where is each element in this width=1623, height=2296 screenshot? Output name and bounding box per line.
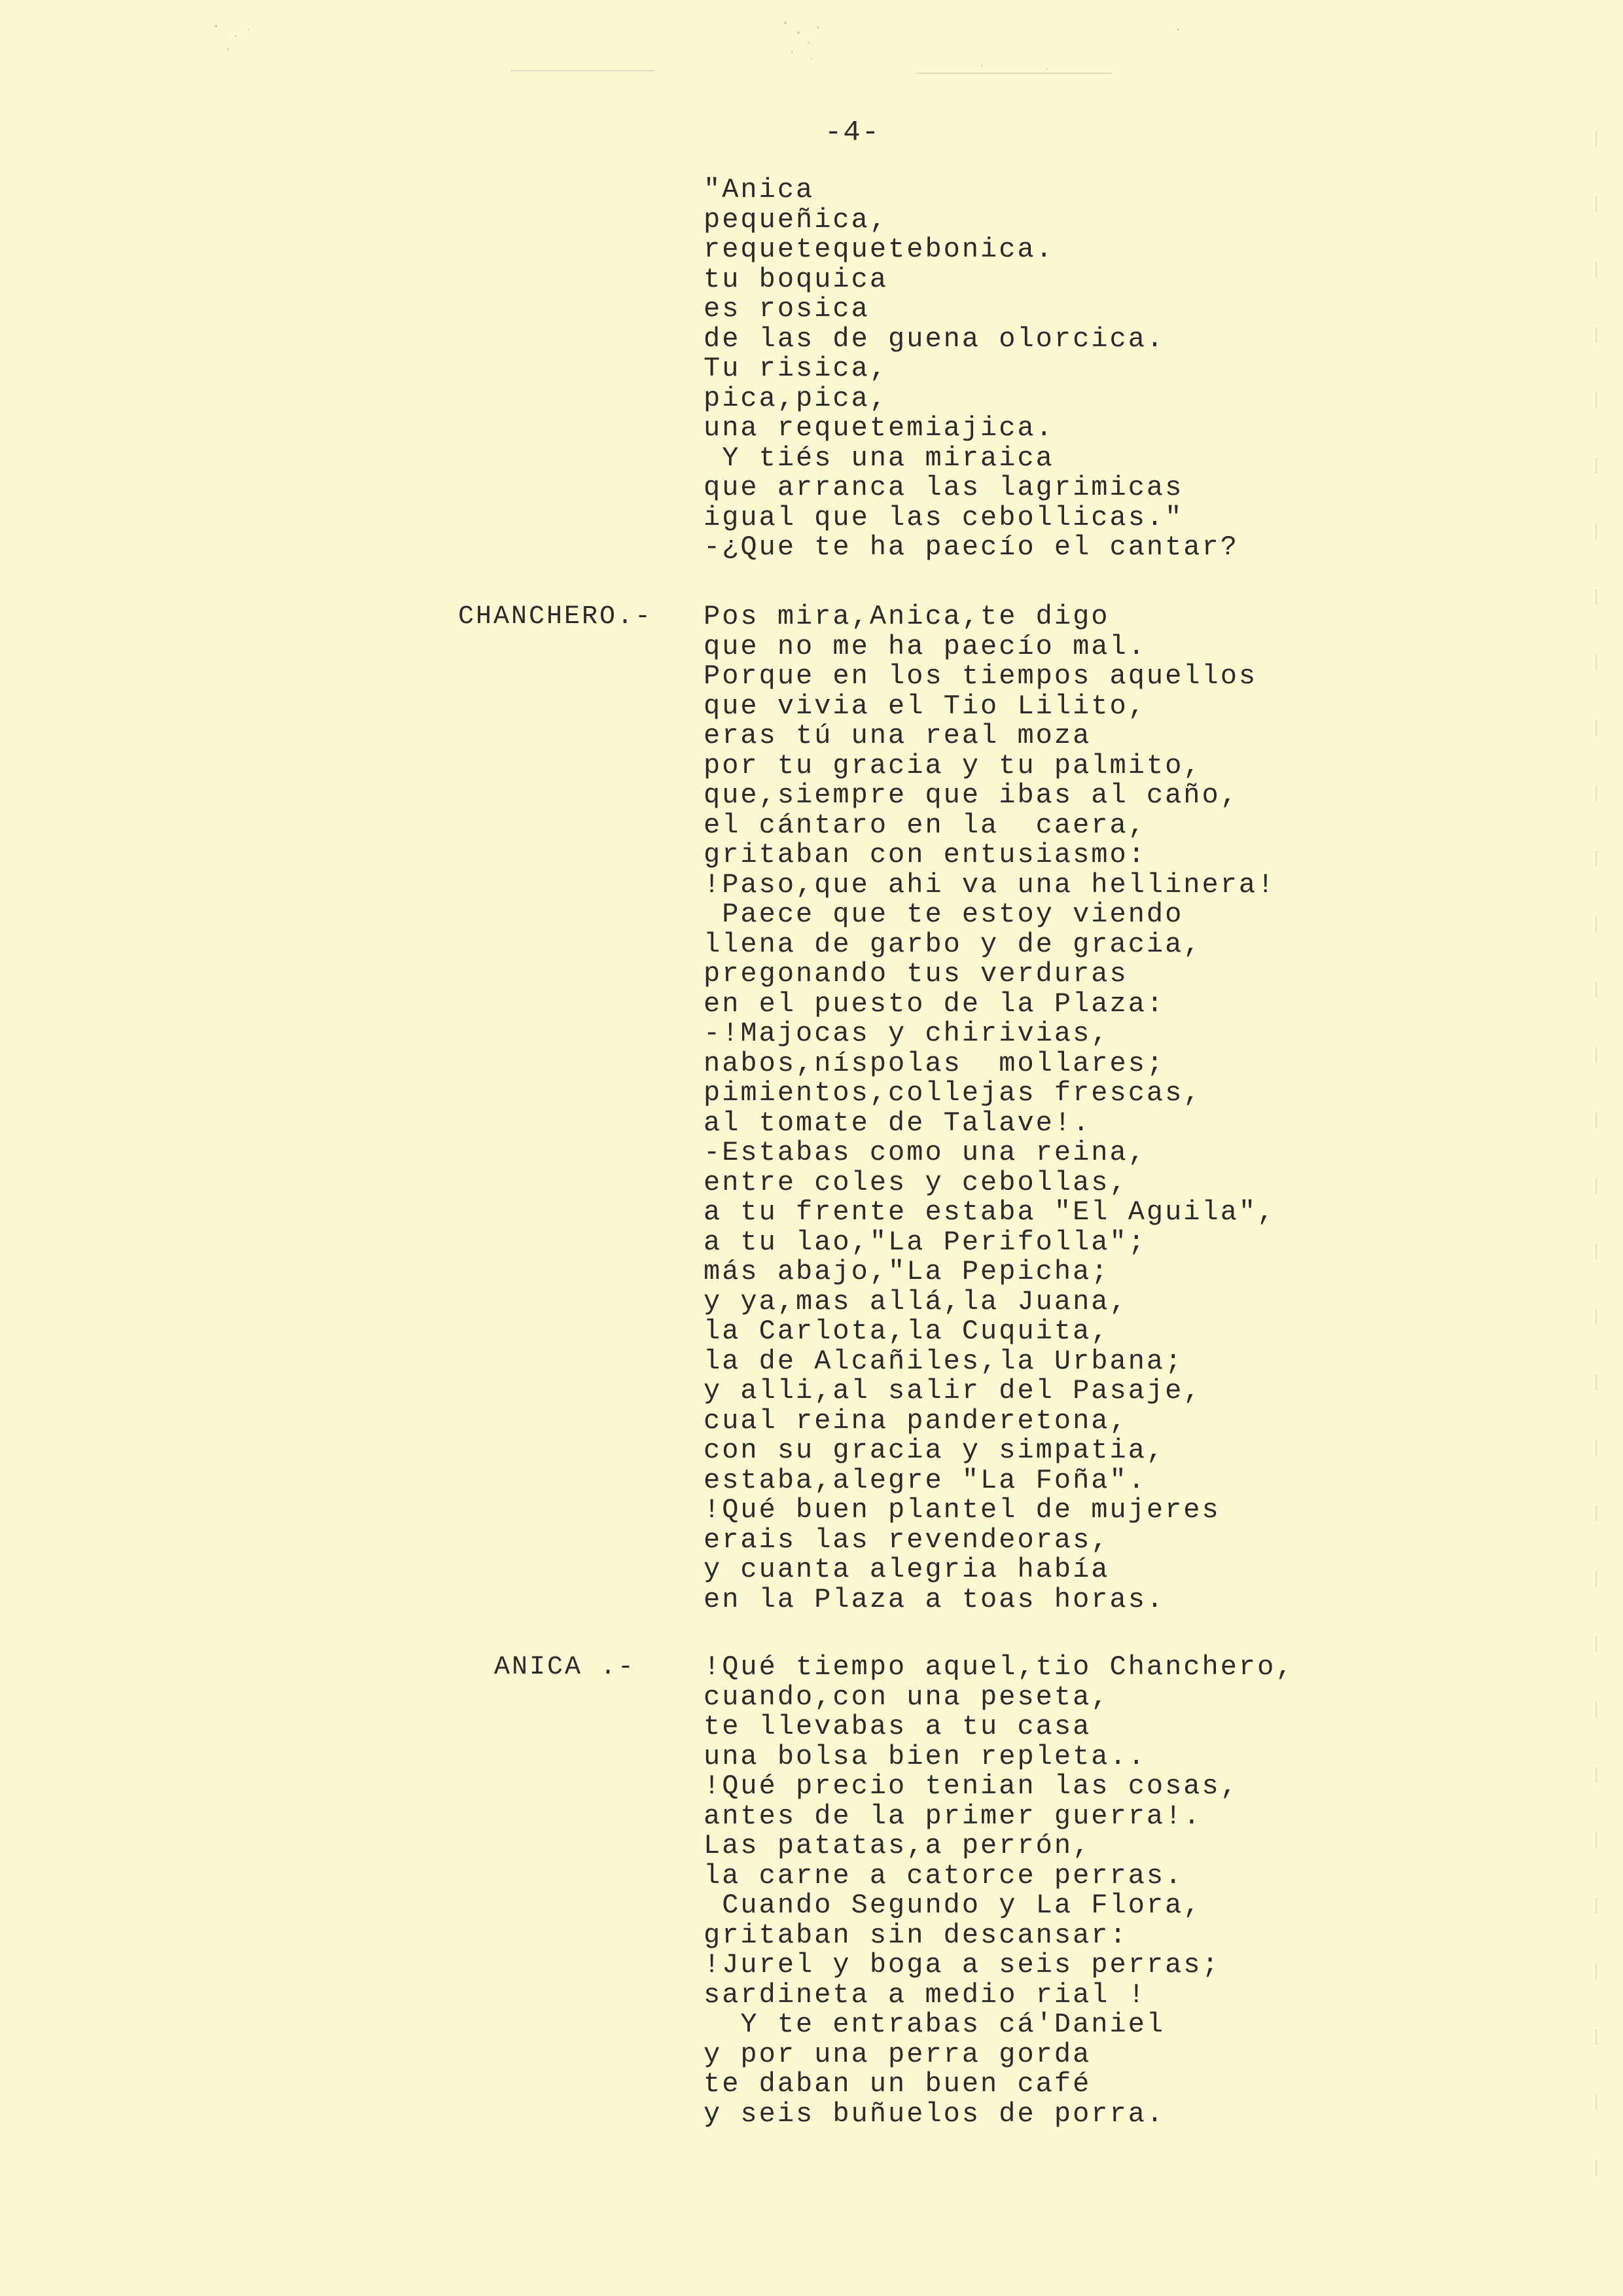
verse-line: entre coles y cebollas, <box>704 1166 1128 1198</box>
verse-line: !Qué precio tenian las cosas, <box>704 1770 1239 1802</box>
verse-line: gritaban con entusiasmo: <box>704 839 1147 870</box>
scan-speckles <box>196 13 1374 79</box>
verse-line: antes de la primer guerra!. <box>704 1800 1202 1832</box>
verse-line: Las patatas,a perrón, <box>704 1830 1092 1861</box>
verse-line: es rosica <box>704 293 870 325</box>
verse-line: -¿Que te ha paecío el cantar? <box>704 531 1239 563</box>
verse-line: una bolsa bien repleta.. <box>704 1740 1147 1772</box>
verse-line: la carne a catorce perras. <box>704 1859 1184 1892</box>
verse-line: cuando,con una peseta, <box>704 1681 1110 1713</box>
verse-line: y por una perra gorda <box>704 2038 1092 2070</box>
verse-line: el cántaro en la caera, <box>704 809 1147 841</box>
verse-line: "Anica <box>704 174 815 206</box>
verse-line: !Paso,que ahi va una hellinera! <box>704 869 1276 901</box>
verse-line: igual que las cebollicas." <box>704 501 1184 533</box>
verse-line: y alli,al salir del Pasaje, <box>704 1375 1202 1407</box>
verse-line: te llevabas a tu casa <box>704 1711 1092 1742</box>
verse-lines <box>704 602 1275 1615</box>
speaker-name: CHANCHERO.- <box>458 602 653 632</box>
verse-line: y seis buñuelos de porra. <box>704 2098 1166 2130</box>
verse-line: la Carlota,la Cuquita, <box>704 1316 1110 1347</box>
verse-line: que,siempre que ibas al caño, <box>704 780 1239 811</box>
verse-line: Y tiés una miraica <box>704 442 1054 474</box>
verse-line: !Jurel y boga a seis perras; <box>704 1949 1221 1981</box>
page-number: -4- <box>825 117 881 149</box>
verse-line: la de Alcañiles,la Urbana; <box>704 1345 1184 1377</box>
verse-line: eras tú una real moza <box>704 720 1092 751</box>
verse-line: !Qué tiempo aquel,tio Chanchero, <box>704 1651 1294 1683</box>
verse-line: en el puesto de la Plaza: <box>704 988 1166 1020</box>
verse-line: -!Majocas y chirivias, <box>704 1018 1110 1049</box>
verse-line: estaba,alegre "La Foña". <box>704 1464 1147 1496</box>
verse-line: pregonando tus verduras <box>704 958 1128 990</box>
verse-line: !Qué buen plantel de mujeres <box>704 1494 1221 1526</box>
verse-line: Tu risica, <box>704 353 889 384</box>
verse-line: Porque en los tiempos aquellos <box>704 660 1258 692</box>
speaker-name: ANICA .- <box>494 1653 636 1682</box>
verse-line: una requetemiajica. <box>704 412 1054 444</box>
verse-line: erais las revendeoras, <box>704 1524 1110 1556</box>
verse-line: que arranca las lagrimicas <box>704 472 1184 503</box>
verse-line: que vivia el Tio Lilito, <box>704 690 1147 722</box>
verse-line: -Estabas como una reina, <box>704 1137 1147 1168</box>
verse-line: de las de guena olorcica. <box>704 323 1166 355</box>
verse-line: gritaban sin descansar: <box>704 1919 1128 1951</box>
verse-line: Cuando Segundo y La Flora, <box>704 1890 1202 1921</box>
verse-line: pimientos,collejas frescas, <box>704 1077 1202 1109</box>
verse-lines <box>704 175 1239 563</box>
verse-line: y ya,mas allá,la Juana, <box>704 1285 1128 1318</box>
verse-line: sardineta a medio rial ! <box>704 1979 1147 2011</box>
verse-line: pica,pica, <box>704 382 889 414</box>
verse-line: con su gracia y simpatia, <box>704 1435 1166 1466</box>
verse-line: a tu lao,"La Perifolla"; <box>704 1226 1147 1258</box>
verse-line: Pos mira,Anica,te digo <box>704 601 1110 632</box>
verse-line: te daban un buen café <box>704 2068 1092 2100</box>
margin-perforations <box>1584 0 1597 2296</box>
verse-line: nabos,níspolas mollares; <box>704 1047 1166 1079</box>
verse-line: llena de garbo y de gracia, <box>704 928 1202 960</box>
verse-line: y cuanta alegria había <box>704 1554 1110 1585</box>
verse-line: pequeñica, <box>704 204 889 236</box>
verse-line: requetequetebonica. <box>704 234 1054 265</box>
verse-line: tu boquica <box>704 263 889 295</box>
verse-lines <box>704 1653 1294 2129</box>
verse-line: que no me ha paecío mal. <box>704 630 1147 662</box>
verse-line: al tomate de Talave!. <box>704 1107 1092 1139</box>
verse-line: cual reina panderetona, <box>704 1405 1128 1437</box>
verse-line: en la Plaza a toas horas. <box>704 1583 1166 1615</box>
verse-line: Paece que te estoy viendo <box>704 899 1184 930</box>
verse-line: Y te entrabas cá'Daniel <box>704 2009 1166 2040</box>
verse-line: por tu gracia y tu palmito, <box>704 749 1202 781</box>
verse-line: más abajo,"La Pepicha; <box>704 1256 1110 1287</box>
verse-line: a tu frente estaba "El Aguila", <box>704 1196 1276 1228</box>
